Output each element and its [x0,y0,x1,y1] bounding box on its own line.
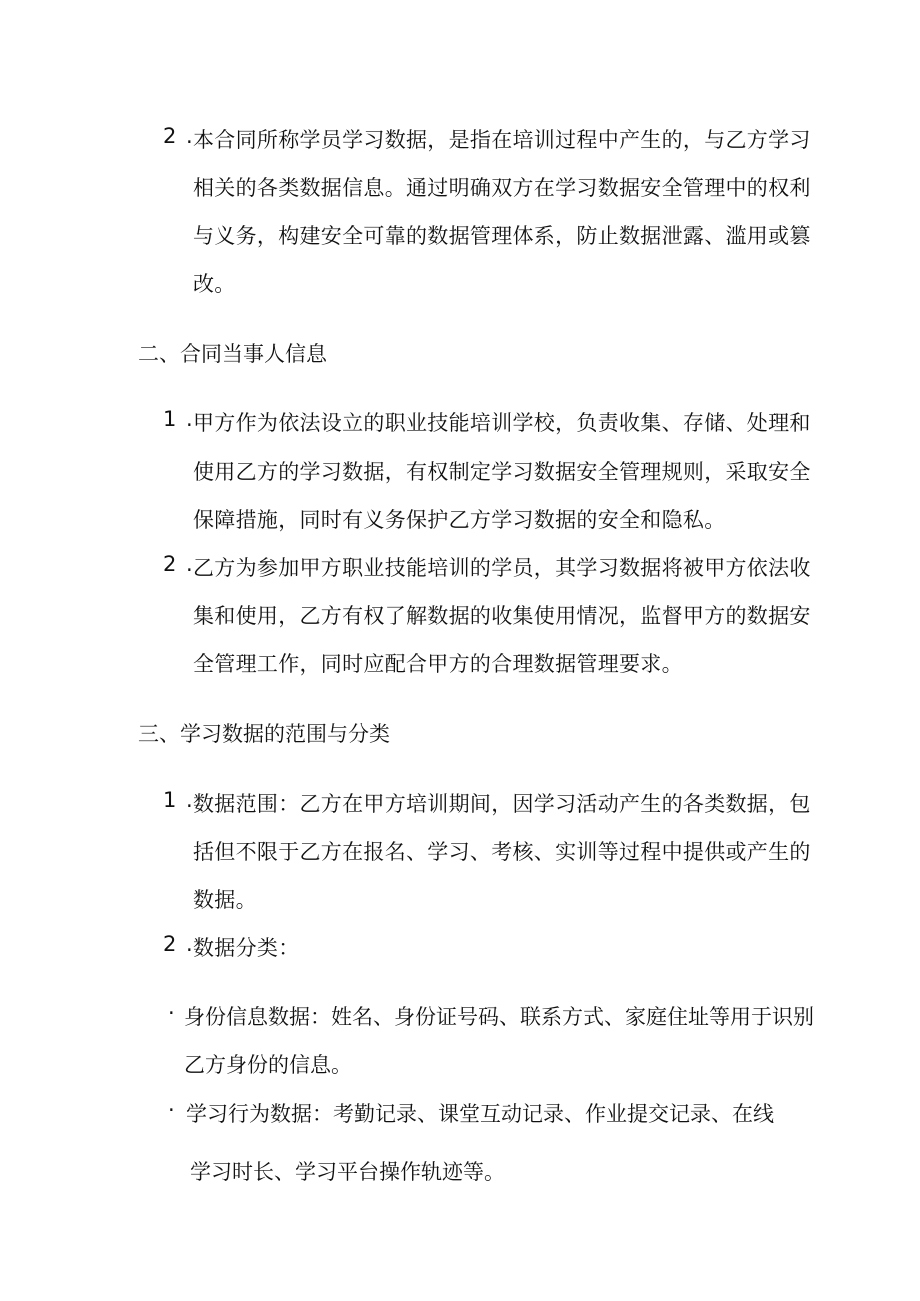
bullet-line: 身份信息数据：姓名、身份证号码、联系方式、家庭住址等用于识别 [184,1005,814,1029]
item-dot: . [186,788,193,812]
paragraph-line: 括但不限于乙方在报名、学习、考核、实训等过程中提供或产生的 [193,840,811,864]
bullet-line: 乙方身份的信息。 [184,1053,352,1077]
paragraph-line: 相关的各类数据信息。通过明确双方在学习数据安全管理中的权利 [193,176,811,200]
paragraph-line: 数据范围：乙方在甲方培训期间，因学习活动产生的各类数据，包 [193,792,811,816]
paragraph-line: 改。 [193,272,236,296]
bullet-line: 学习时长、学习平台操作轨迹等。 [190,1160,505,1184]
item-dot: . [186,407,193,431]
paragraph-line: 数据。 [193,888,257,912]
item-number: 1 [163,788,177,812]
item-dot: . [186,552,193,576]
paragraph-line: 乙方为参加甲方职业技能培训的学员，其学习数据将被甲方依法收 [193,556,811,580]
section-heading: 二、合同当事人信息 [138,342,327,366]
paragraph-line: 本合同所称学员学习数据，是指在培训过程中产生的，与乙方学习 [193,128,811,152]
bullet-dot: · [168,1001,175,1025]
paragraph-line: 与义务，构建安全可靠的数据管理体系，防止数据泄露、滥用或篡 [193,224,811,248]
item-dot: . [186,932,193,956]
item-dot: . [186,124,193,148]
paragraph-line: 集和使用，乙方有权了解数据的收集使用情况，监督甲方的数据安 [193,604,811,628]
paragraph-line: 使用乙方的学习数据，有权制定学习数据安全管理规则，采取安全 [193,460,811,484]
paragraph-line: 数据分类： [193,936,300,960]
item-number: 1 [163,407,177,431]
item-number: 2 [163,552,177,576]
section-heading: 三、学习数据的范围与分类 [138,722,390,746]
paragraph-line: 甲方作为依法设立的职业技能培训学校，负责收集、存储、处理和 [193,411,811,435]
bullet-line: 学习行为数据：考勤记录、课堂互动记录、作业提交记录、在线 [186,1102,774,1126]
bullet-dot: · [168,1098,175,1122]
item-number: 2 [163,932,177,956]
paragraph-line: 保障措施，同时有义务保护乙方学习数据的安全和隐私。 [193,508,726,532]
paragraph-line: 全管理工作，同时应配合甲方的合理数据管理要求。 [193,652,683,676]
item-number: 2 [163,124,177,148]
